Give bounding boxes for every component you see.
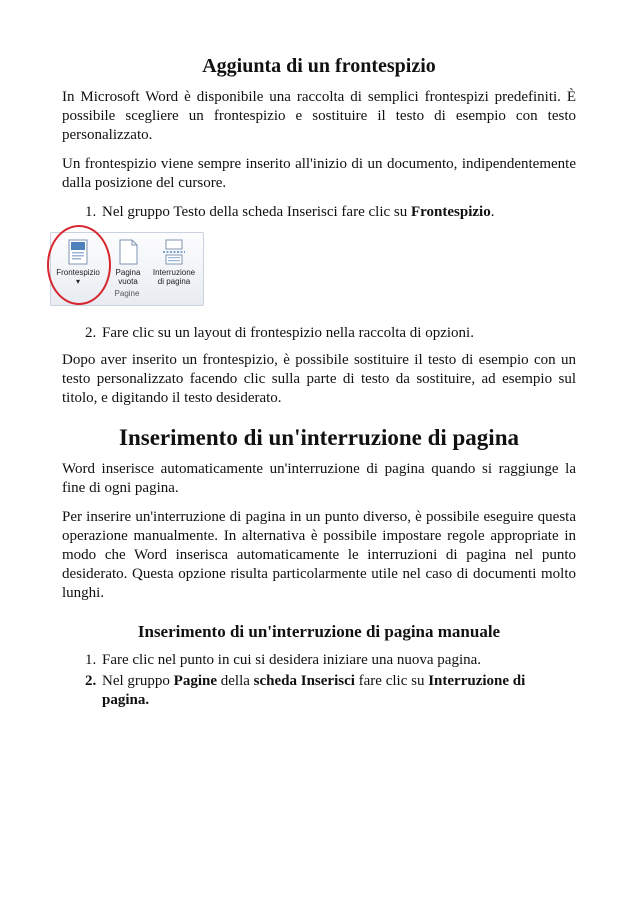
page-break-button[interactable]: Interruzione di pagina xyxy=(151,239,197,286)
steps-cover-page-continued xyxy=(62,324,576,343)
step-cover-1: 1. Nel gruppo Testo della scheda Inserisci fare clic su Frontespizio. xyxy=(100,203,576,222)
paragraph-page-break-manual: Per inserire un'interruzione di pagina in un punto diverso, è possibile eseguire questa operazione manualmente. In alternativa è possibile impostare regole appropriate in modo che Word inserisca automaticamente le interruzioni di pagina nel punto desiderato. Questa opzione risulta particolarmente utile nel caso di documenti molto lunghi. xyxy=(62,509,576,601)
ribbon-pages-group xyxy=(50,232,204,306)
chevron-down-icon: ▾ xyxy=(75,277,80,286)
step-cover-2: 2. Fare clic su un layout di frontespizio nella raccolta di opzioni. xyxy=(100,324,576,343)
blank-page-icon xyxy=(117,239,139,265)
heading-manual-page-break: Inserimento di un'interruzione di pagina manuale xyxy=(137,622,501,641)
cover-page-button[interactable]: Frontespizio ▾ xyxy=(55,239,101,286)
ribbon-group-label: Pagine xyxy=(114,289,140,298)
steps-manual-page-break xyxy=(62,651,576,710)
step-break-2: 2. Nel gruppo Pagine della scheda Inserisci fare clic su Interruzione di pagina. xyxy=(100,672,576,710)
paragraph-cover-intro: In Microsoft Word è disponibile una raccolta di semplici frontespizi predefiniti. È possibile scegliere un frontespizio e sostituire il testo di esempio con testo personalizzato. xyxy=(62,89,576,143)
blank-page-button[interactable]: Pagina vuota xyxy=(105,239,151,286)
page-content xyxy=(56,46,576,718)
heading-page-break: Inserimento di un'interruzione di pagina xyxy=(119,425,519,450)
highlight-circle xyxy=(47,225,111,305)
heading-cover-page: Aggiunta di un frontespizio xyxy=(202,55,436,77)
page-break-icon xyxy=(161,239,187,265)
paragraph-cover-replace: Dopo aver inserito un frontespizio, è possibile sostituire il testo di esempio con un testo personalizzato facendo clic sulla parte di testo da sostituire, ad esempio sul titolo, e digitando il testo desiderato. xyxy=(62,352,576,406)
step-break-1: 1. Fare clic nel punto in cui si desidera iniziare una nuova pagina. xyxy=(100,651,576,670)
paragraph-page-break-auto: Word inserisce automaticamente un'interruzione di pagina quando si raggiunge la fine di ogni pagina. xyxy=(62,461,576,496)
paragraph-cover-position: Un frontespizio viene sempre inserito all'inizio di un documento, indipendentemente dalla posizione del cursore. xyxy=(62,156,576,191)
steps-cover-page xyxy=(62,203,576,222)
